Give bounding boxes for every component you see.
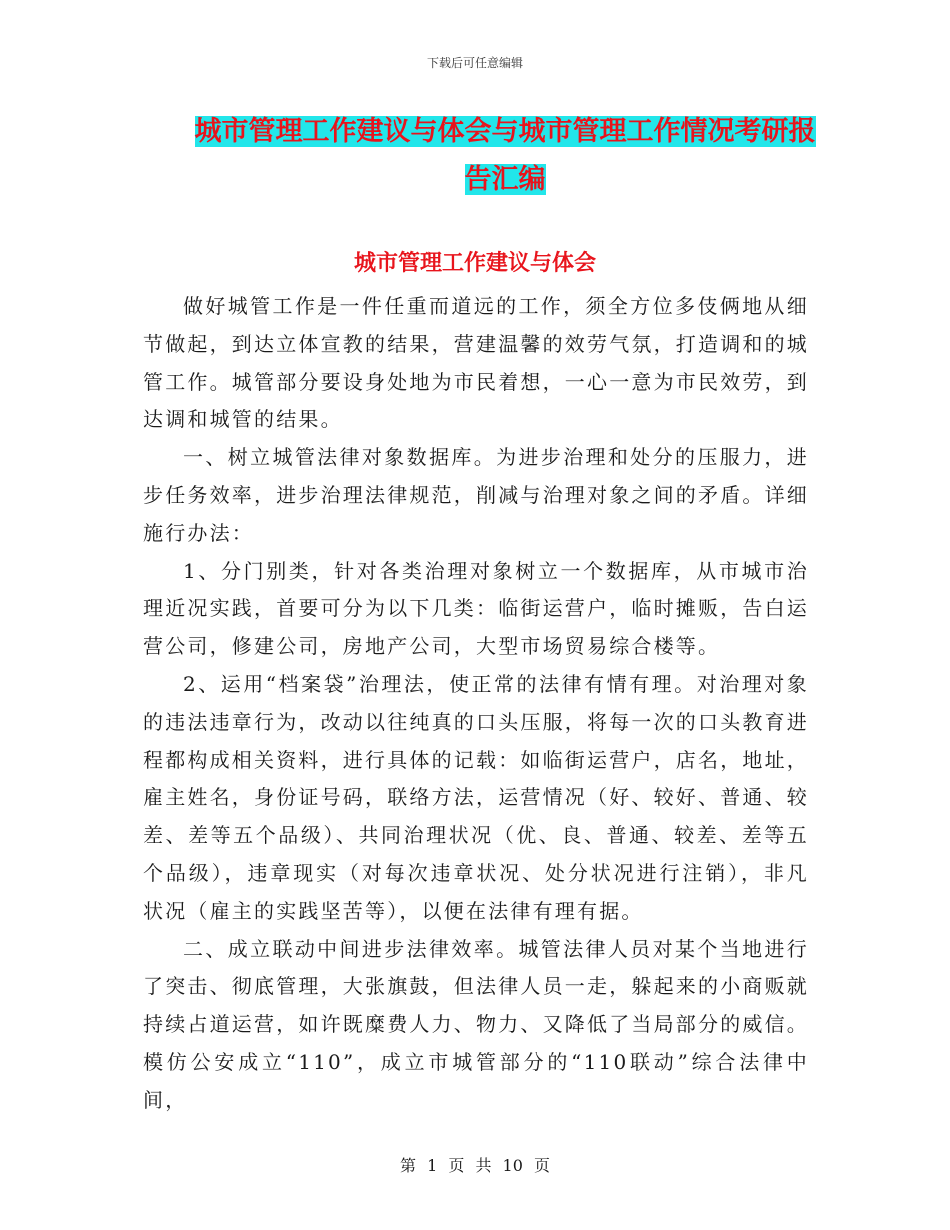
paragraph-3: 1、分门别类，针对各类治理对象树立一个数据库，从市城市治理近况实践，首要可分为以下几类：临街运营户，临时摊贩，告白运营公司，修建公司，房地产公司，大型市场贸易综合楼等。 [143,558,809,659]
paragraph-5: 二、成立联动中间进步法律效率。城管法律人员对某个当地进行了突击、彻底管理，大张旗鼓，但法律人员一走，躲起来的小商贩就持续占道运营，如许既糜费人力、物力、又降低了当局部分的威信。模仿公安成立“110”，成立市城管部分的“110联动”综合法律中间， [143,936,809,1112]
paragraph-1: 做好城管工作是一件任重而道远的工作，须全方位多伎俩地从细节做起，到达立体宣教的结果，营建温馨的效劳气氛，打造调和的城管工作。城管部分要设身处地为市民着想，一心一意为市民效劳，到达调和城管的结果。 [143,294,809,432]
paragraph-2: 一、树立城管法律对象数据库。为进步治理和处分的压服力，进步任务效率，进步治理法律规范，削减与治理对象之间的矛盾。详细施行办法： [143,445,809,545]
page-footer: 第 1 页 共 10 页 [400,1156,550,1175]
document-title-text: 城市管理工作建议与体会与城市管理工作情况考研报告汇编 [194,116,816,195]
header-note: 下载后可任意编辑 [426,56,523,70]
section-title: 城市管理工作建议与体会 [353,250,596,276]
document-title [190,108,820,204]
paragraph-4: 2、运用“档案袋”治理法，使正常的法律有情有理。对治理对象的违法违章行为，改动以往纯真的口头压服，将每一次的口头教育进程都构成相关资料，进行具体的记载：如临街运营户，店名，地址，雇主姓名，身份证号码，联络方法，运营情况（好、较好、普通、较差、差等五个品级）、共同治理状况（优、良、普通、较差、差等五个品级），违章现实（对每次违章状况、处分状况进行注销），非凡状况（雇主的实践坚苦等），以便在法律有理有据。 [143,671,809,923]
document-body [143,288,809,1120]
